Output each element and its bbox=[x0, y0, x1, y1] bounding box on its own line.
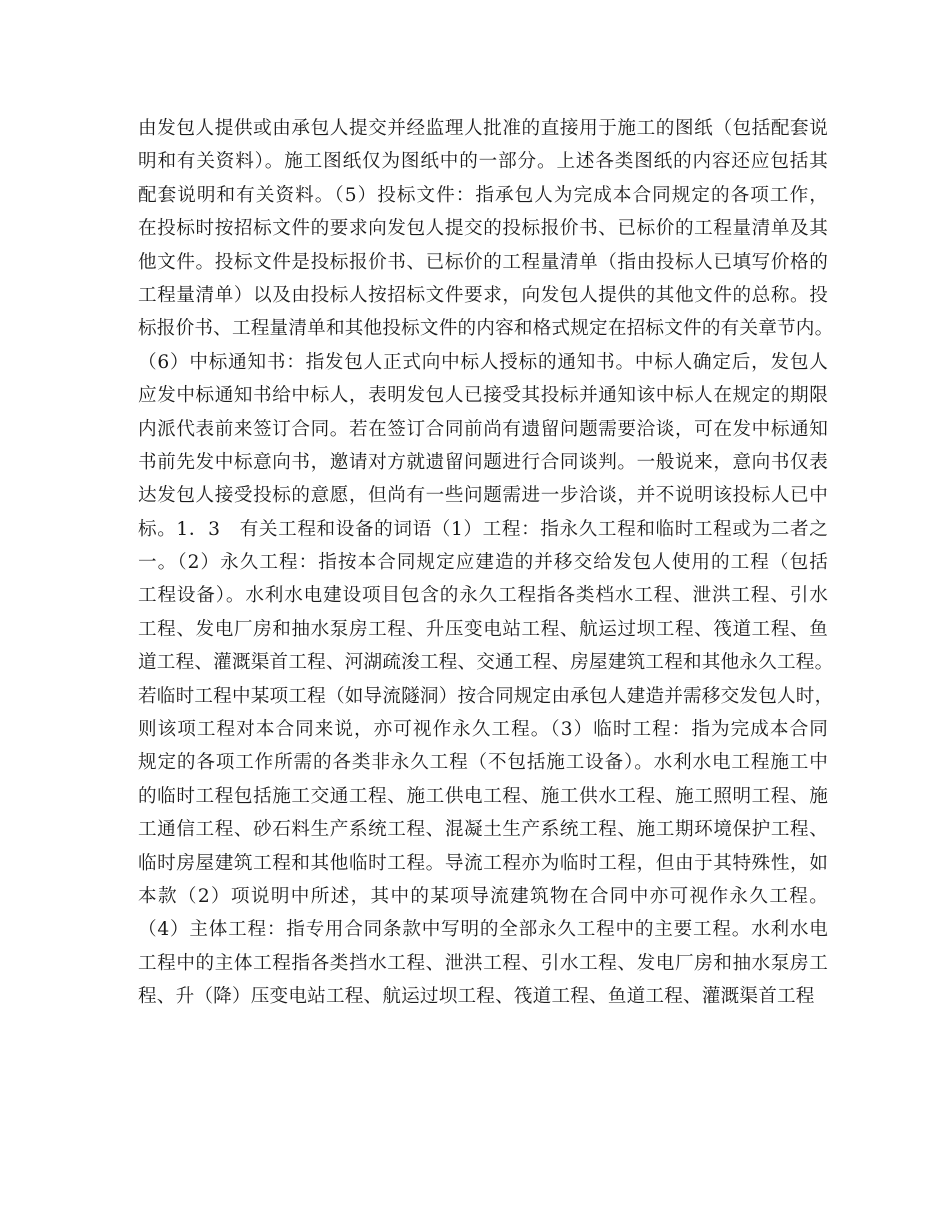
text-line: 本款（2）项说明中所述，其中的某项导流建筑物在合同中亦可视作永久工程。 bbox=[138, 885, 828, 907]
text-line: 由发包人提供或由承包人提交并经监理人批准的直接用于施工的图纸（包括配套说 bbox=[138, 118, 828, 139]
text-line: 标。1．3 有关工程和设备的词语（1）工程：指永久工程和临时工程或为二者之 bbox=[138, 518, 828, 540]
text-line: 的临时工程包括施工交通工程、施工供电工程、施工供水工程、施工照明工程、施 bbox=[138, 785, 828, 807]
text-line: 工程量清单）以及由投标人按招标文件要求，向发包人提供的其他文件的总称。投 bbox=[138, 284, 828, 306]
text-line: 则该项工程对本合同来说，亦可视作永久工程。（3）临时工程：指为完成本合同 bbox=[138, 719, 828, 741]
text-line: 规定的各项工作所需的各类非永久工程（不包括施工设备）。水利水电工程施工中 bbox=[138, 752, 828, 774]
text-line: （4）主体工程：指专用合同条款中写明的全部永久工程中的主要工程。水利水电 bbox=[138, 919, 828, 941]
text-line: 道工程、灌溉渠首工程、河湖疏浚工程、交通工程、房屋建筑工程和其他永久工程。 bbox=[138, 652, 834, 674]
text-line: 内派代表前来签订合同。若在签订合同前尚有遗留问题需要洽谈，可在发中标通知 bbox=[138, 418, 828, 440]
text-line: 程、升（降）压变电站工程、航运过坝工程、筏道工程、鱼道工程、灌溉渠首工程 bbox=[138, 986, 815, 1008]
text-line: （6）中标通知书：指发包人正式向中标人授标的通知书。中标人确定后，发包人 bbox=[138, 351, 828, 373]
text-line: 工程设备）。水利水电建设项目包含的永久工程指各类档水工程、泄洪工程、引水 bbox=[138, 585, 828, 607]
text-line: 工程中的主体工程指各类挡水工程、泄洪工程、引水工程、发电厂房和抽水泵房工 bbox=[138, 952, 828, 974]
text-line: 工程、发电厂房和抽水泵房工程、升压变电站工程、航运过坝工程、筏道工程、鱼 bbox=[138, 618, 828, 640]
text-line: 工通信工程、砂石料生产系统工程、混凝土生产系统工程、施工期环境保护工程、 bbox=[138, 819, 828, 841]
text-line: 达发包人接受投标的意愿，但尚有一些问题需进一步洽谈，并不说明该投标人已中 bbox=[138, 485, 828, 507]
text-line: 配套说明和有关资料。（5）投标文件：指承包人为完成本合同规定的各项工作， bbox=[138, 184, 828, 206]
text-line: 他文件。投标文件是投标报价书、已标价的工程量清单（指由投标人已填写价格的 bbox=[138, 251, 828, 273]
text-line: 标报价书、工程量清单和其他投标文件的内容和格式规定在招标文件的有关章节内。 bbox=[138, 318, 834, 340]
text-line: 应发中标通知书给中标人，表明发包人已接受其投标并通知该中标人在规定的期限 bbox=[138, 385, 828, 407]
text-line: 明和有关资料）。施工图纸仅为图纸中的一部分。上述各类图纸的内容还应包括其 bbox=[138, 151, 828, 173]
text-line: 一。（2）永久工程：指按本合同规定应建造的并移交给发包人使用的工程（包括 bbox=[138, 552, 828, 574]
text-line: 若临时工程中某项工程（如导流隧洞）按合同规定由承包人建造并需移交发包人时， bbox=[138, 685, 834, 707]
text-line: 书前先发中标意向书，邀请对方就遗留问题进行合同谈判。一般说来，意向书仅表 bbox=[138, 451, 828, 473]
body-text bbox=[138, 112, 834, 1014]
text-line: 在投标时按招标文件的要求向发包人提交的投标报价书、已标价的工程量清单及其 bbox=[138, 218, 828, 240]
text-line: 临时房屋建筑工程和其他临时工程。导流工程亦为临时工程，但由于其特殊性，如 bbox=[138, 852, 828, 874]
